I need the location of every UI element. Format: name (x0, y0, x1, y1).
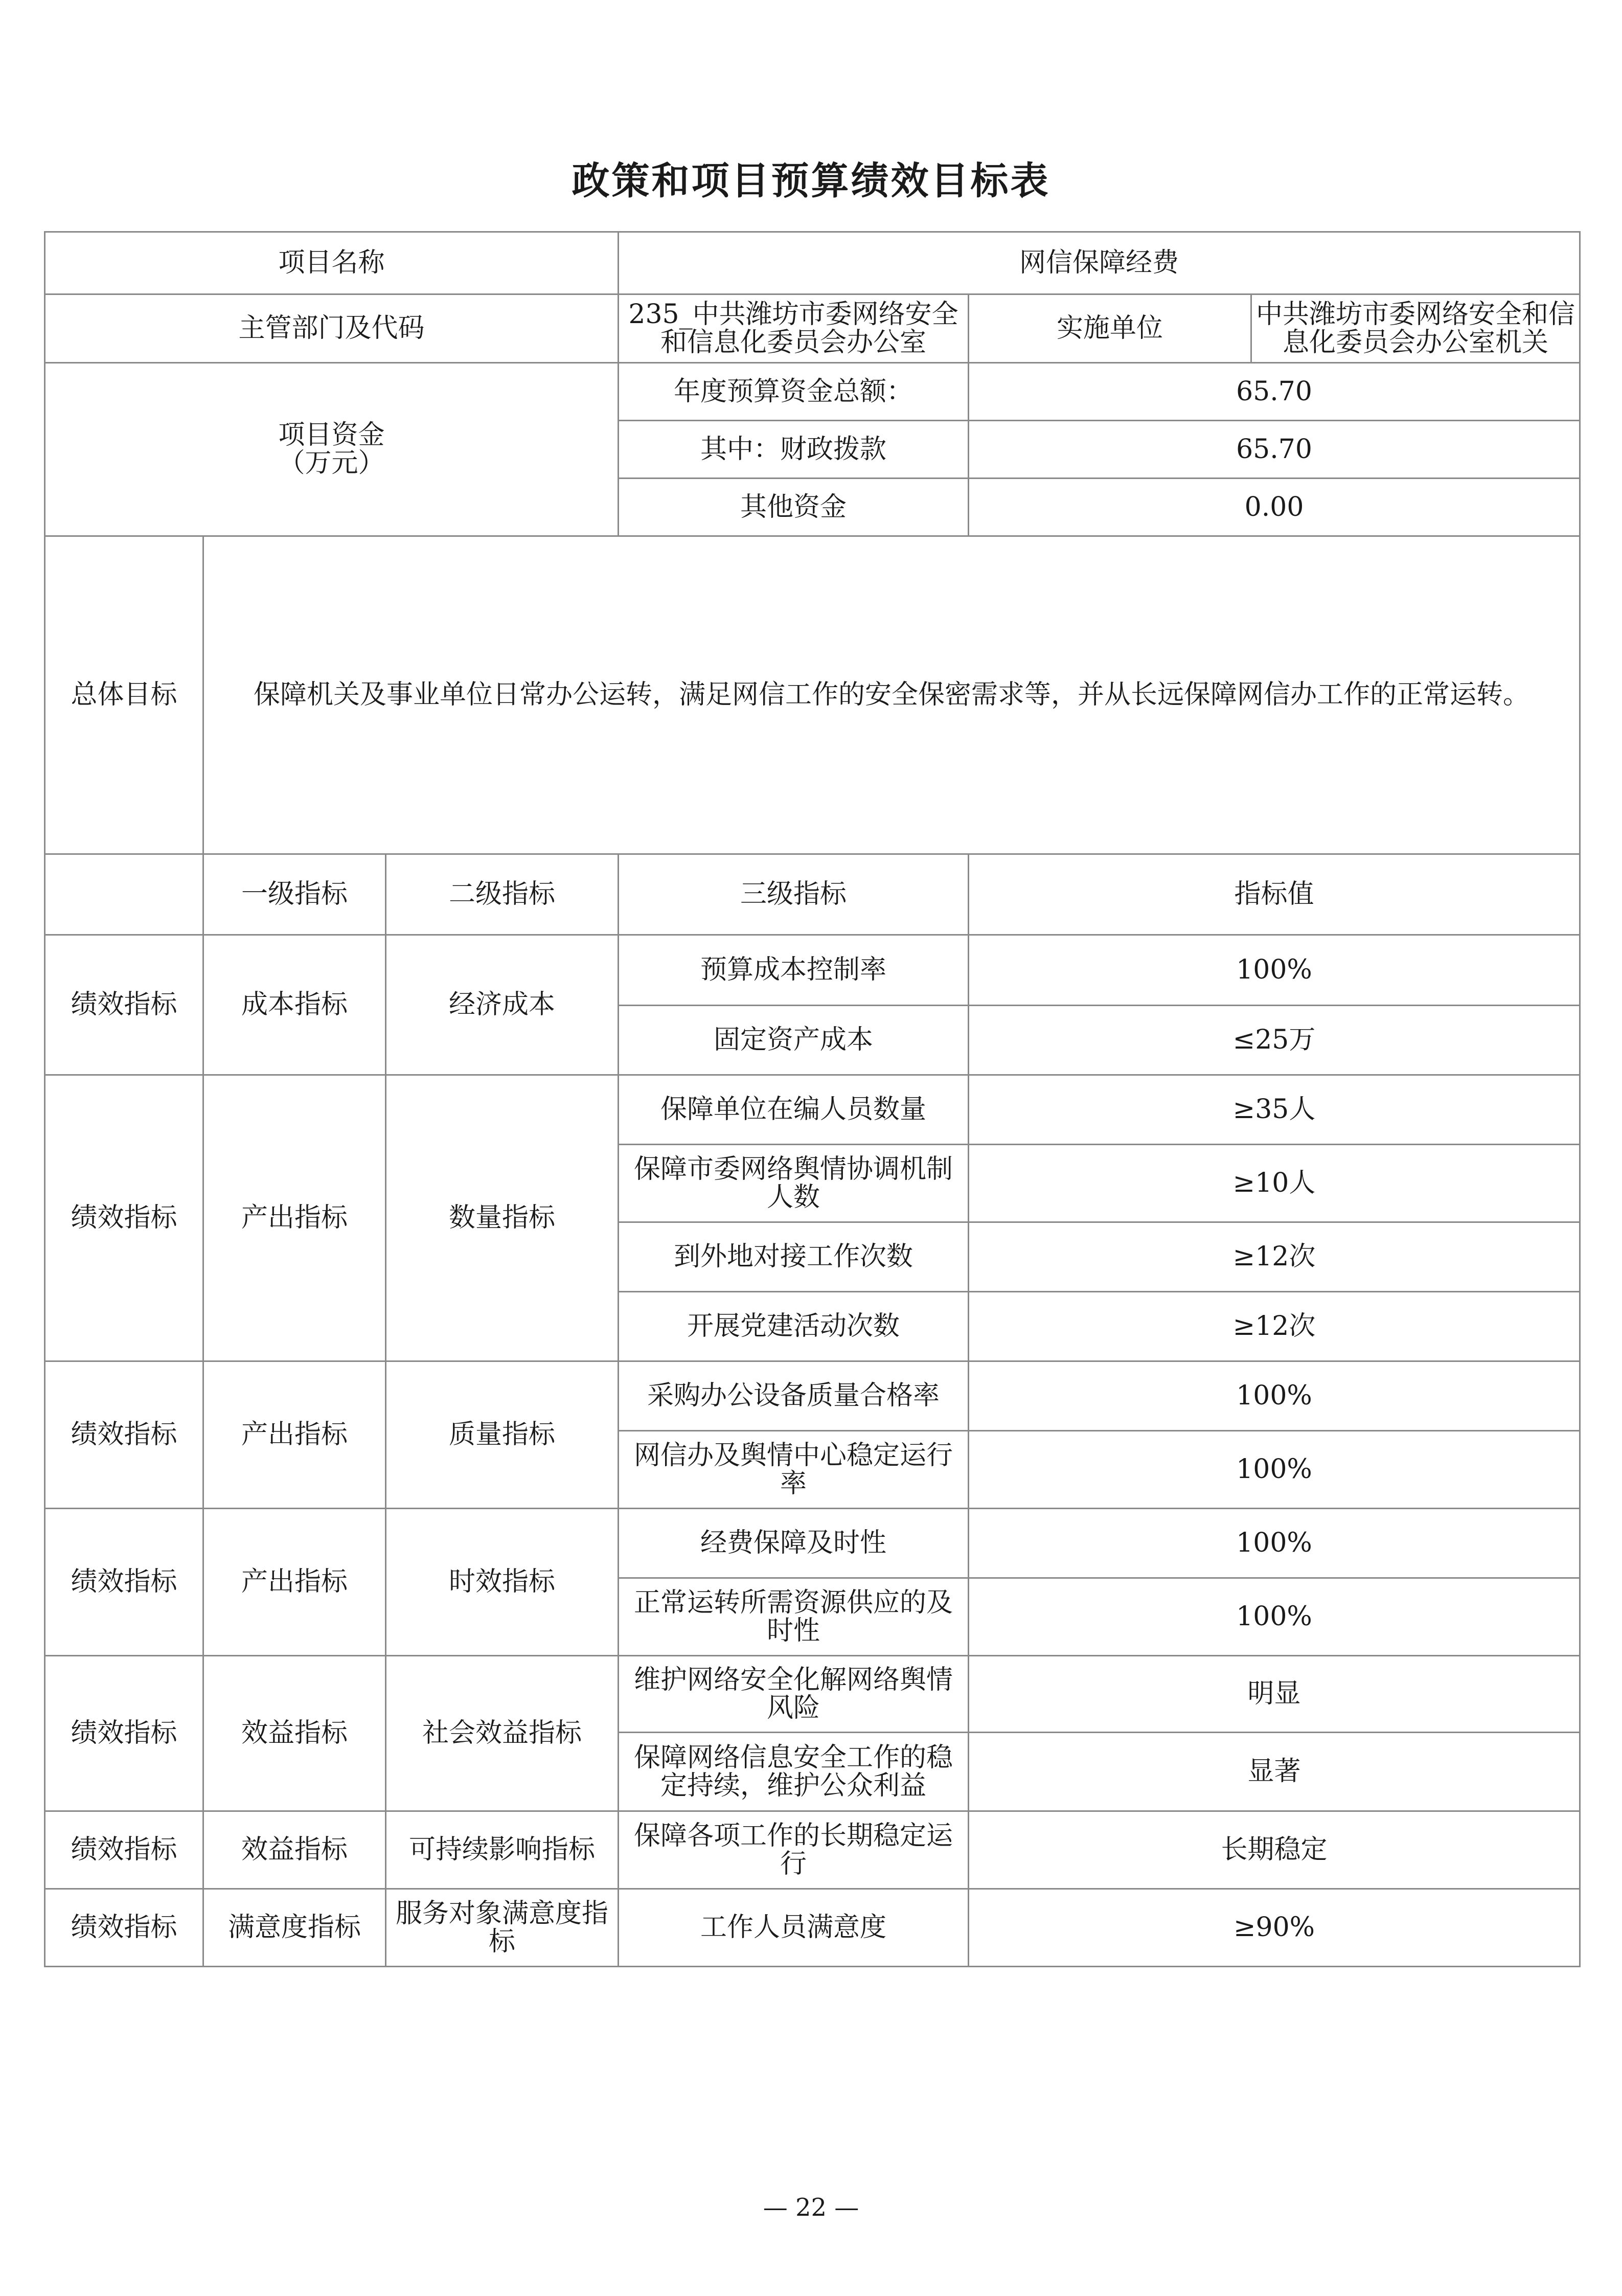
level3-cell: 经费保障及时性 (619, 1509, 969, 1578)
category-cell: 绩效指标 (45, 1889, 203, 1967)
category-cell: 绩效指标 (45, 1075, 203, 1361)
fund-value: 65.70 (969, 363, 1580, 421)
category-cell: 绩效指标 (45, 1361, 203, 1509)
level1-cell: 满意度指标 (203, 1889, 386, 1967)
level3-cell: 维护网络安全化解网络舆情风险 (619, 1656, 969, 1733)
table-row (45, 935, 1580, 1006)
funds-label-cell (45, 363, 619, 536)
page-number: — 22 — (763, 2193, 859, 2222)
goal-text: 保障机关及事业单位日常办公运转，满足网信工作的安全保密需求等，并从长远保障网信办工作的正常运转。 (203, 536, 1580, 854)
project-name-label: 项目名称 (45, 232, 619, 294)
indicator-value: 明显 (969, 1656, 1580, 1733)
indicator-value: ≥12次 (969, 1222, 1580, 1292)
impl-label: 实施单位 (969, 294, 1251, 363)
indicator-value: 100% (969, 1361, 1580, 1431)
fund-label: 其中：财政拨款 (619, 421, 969, 479)
overall-goal-row (45, 536, 1580, 854)
indicator-value: ≥35人 (969, 1075, 1580, 1145)
indicator-value: 长期稳定 (969, 1811, 1580, 1889)
performance-target-table (44, 231, 1581, 1967)
level2-cell: 质量指标 (386, 1361, 619, 1509)
level3-cell: 网信办及舆情中心稳定运行率 (619, 1431, 969, 1509)
funds-label: 项目资金 (278, 420, 385, 451)
funds-row-total (45, 363, 1580, 421)
indicator-value: 100% (969, 1431, 1580, 1509)
indicator-value: 显著 (969, 1733, 1580, 1811)
category-cell: 绩效指标 (45, 935, 203, 1075)
level3-cell: 固定资产成本 (619, 1006, 969, 1075)
category-cell: 绩效指标 (45, 1656, 203, 1811)
level3-cell: 保障单位在编人员数量 (619, 1075, 969, 1145)
table-row (45, 1889, 1580, 1967)
level3-cell: 正常运转所需资源供应的及时性 (619, 1578, 969, 1656)
header-level1: 一级指标 (203, 854, 386, 935)
level1-cell: 效益指标 (203, 1811, 386, 1889)
fund-value: 65.70 (969, 421, 1580, 479)
header-blank (45, 854, 203, 935)
level3-cell: 保障网络信息安全工作的稳定持续，维护公众利益 (619, 1733, 969, 1811)
dept-label: 主管部门及代码 (45, 294, 619, 363)
table-row (45, 1656, 1580, 1733)
page-title: 政策和项目预算绩效目标表 (572, 159, 1050, 203)
level1-cell: 产出指标 (203, 1509, 386, 1656)
level3-cell: 到外地对接工作次数 (619, 1222, 969, 1292)
indicator-value: ≥10人 (969, 1145, 1580, 1222)
level3-cell: 保障市委网络舆情协调机制人数 (619, 1145, 969, 1222)
fund-label: 年度预算资金总额： (619, 363, 969, 421)
level2-cell: 可持续影响指标 (386, 1811, 619, 1889)
dept-value: 235_中共潍坊市委网络安全和信息化委员会办公室 (619, 294, 969, 363)
indicator-value: ≥90% (969, 1889, 1580, 1967)
indicator-value: 100% (969, 1578, 1580, 1656)
table-row (45, 1509, 1580, 1578)
table-row (45, 1811, 1580, 1889)
impl-value: 中共潍坊市委网络安全和信息化委员会办公室机关 (1251, 294, 1580, 363)
level3-cell: 采购办公设备质量合格率 (619, 1361, 969, 1431)
level3-cell: 工作人员满意度 (619, 1889, 969, 1967)
indicator-value: ≥12次 (969, 1292, 1580, 1361)
project-name-value: 网信保障经费 (619, 232, 1580, 294)
fund-label: 其他资金 (619, 479, 969, 536)
level2-cell: 社会效益指标 (386, 1656, 619, 1811)
indicator-value: 100% (969, 935, 1580, 1006)
header-row (45, 854, 1580, 935)
indicator-value: 100% (969, 1509, 1580, 1578)
level1-cell: 效益指标 (203, 1656, 386, 1811)
fund-value: 0.00 (969, 479, 1580, 536)
level1-cell: 产出指标 (203, 1075, 386, 1361)
level2-cell: 数量指标 (386, 1075, 619, 1361)
level1-cell: 产出指标 (203, 1361, 386, 1509)
table-row (45, 1075, 1580, 1145)
level3-cell: 预算成本控制率 (619, 935, 969, 1006)
goal-label: 总体目标 (45, 536, 203, 854)
level2-cell: 时效指标 (386, 1509, 619, 1656)
funds-unit: （万元） (278, 448, 385, 479)
project-name-row (45, 232, 1580, 294)
header-value: 指标值 (969, 854, 1580, 935)
level1-cell: 成本指标 (203, 935, 386, 1075)
header-level2: 二级指标 (386, 854, 619, 935)
table-row (45, 1361, 1580, 1431)
level2-cell: 经济成本 (386, 935, 619, 1075)
category-cell: 绩效指标 (45, 1509, 203, 1656)
header-level3: 三级指标 (619, 854, 969, 935)
level3-cell: 开展党建活动次数 (619, 1292, 969, 1361)
indicator-value: ≤25万 (969, 1006, 1580, 1075)
department-row (45, 294, 1580, 363)
level2-cell: 服务对象满意度指标 (386, 1889, 619, 1967)
category-cell: 绩效指标 (45, 1811, 203, 1889)
level3-cell: 保障各项工作的长期稳定运行 (619, 1811, 969, 1889)
